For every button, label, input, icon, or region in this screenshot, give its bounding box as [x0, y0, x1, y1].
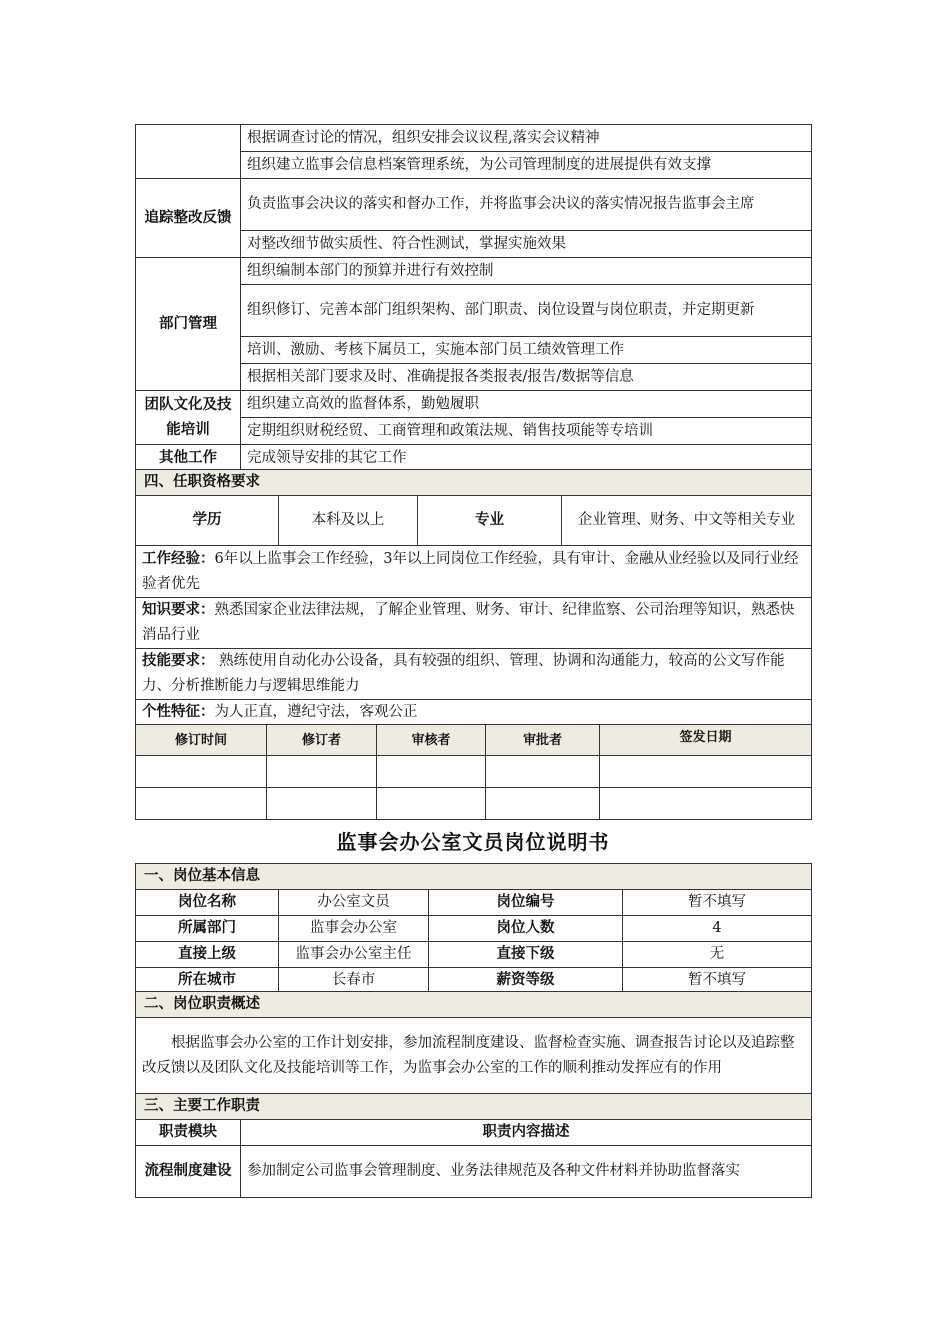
- section-header: 一、岗位基本信息: [136, 864, 812, 890]
- revision-cell: [600, 788, 812, 820]
- info-label: 岗位人数: [429, 916, 623, 942]
- revision-cell: [600, 756, 812, 788]
- knowledge-row: 知识要求：熟悉国家企业法律法规，了解企业管理、财务、审计、纪律监察、公司治理等知识，熟悉快消品行业: [136, 598, 812, 649]
- info-value: 监事会办公室: [279, 916, 429, 942]
- module-dept: 部门管理: [136, 258, 241, 391]
- info-label: 所属部门: [136, 916, 279, 942]
- module-tracking: 追踪整改反馈: [136, 179, 241, 258]
- revision-cell: [136, 756, 267, 788]
- duty-text: 参加制定公司监事会管理制度、业务法律规范及各种文件材料并协助监督落实: [241, 1146, 812, 1198]
- module-other: 其他工作: [136, 445, 241, 472]
- edu-label: 学历: [136, 496, 279, 546]
- revision-header: 修订者: [267, 725, 377, 756]
- revision-cell: [377, 756, 486, 788]
- info-label: 直接下级: [429, 942, 623, 968]
- duties-col-header: 职责内容描述: [241, 1120, 812, 1146]
- upper-duties-table: [135, 124, 811, 472]
- edu-value: 本科及以上: [279, 496, 418, 546]
- section-header: 四、任职资格要求: [136, 470, 812, 496]
- duty-text: 定期组织财税经贸、工商管理和政策法规、销售技项能等专培训: [241, 418, 812, 445]
- info-label: 所在城市: [136, 968, 279, 994]
- info-value: 监事会办公室主任: [279, 942, 429, 968]
- overview-text: 根据监事会办公室的工作计划安排，参加流程制度建设、监督检查实施、调查报告讨论以及追踪整改反馈以及团队文化及技能培训等工作，为监事会办公室的工作的顺利推动发挥应有的作用: [136, 1018, 812, 1094]
- revision-header: 审批者: [486, 725, 600, 756]
- major-value: 企业管理、财务、中文等相关专业: [562, 496, 812, 546]
- revision-header: 修订时间: [136, 725, 267, 756]
- info-value: 暂不填写: [623, 968, 812, 994]
- info-label: 岗位编号: [429, 890, 623, 916]
- revision-header: 审核者: [377, 725, 486, 756]
- duty-text: 完成领导安排的其它工作: [241, 445, 812, 472]
- duty-text: 根据调查讨论的情况，组织安排会议议程,落实会议精神: [241, 125, 812, 152]
- duty-text: 对整改细节做实质性、符合性测试，掌握实施效果: [241, 231, 812, 258]
- section-header: 二、岗位职责概述: [136, 992, 812, 1018]
- info-label: 岗位名称: [136, 890, 279, 916]
- duty-text: 组织编制本部门的预算并进行有效控制: [241, 258, 812, 285]
- basic-info-table: [135, 863, 811, 994]
- info-value: 4: [623, 916, 812, 942]
- duty-text: 组织建立高效的监督体系，勤勉履职: [241, 391, 812, 418]
- major-label: 专业: [418, 496, 562, 546]
- info-label: 薪资等级: [429, 968, 623, 994]
- skill-row: 技能要求： 熟练使用自动化办公设备，具有较强的组织、管理、协调和沟通能力，较高的公文写作能力、分析推断能力与逻辑思维能力: [136, 649, 812, 700]
- overview-table: [135, 991, 811, 1198]
- module-process: 流程制度建设: [136, 1146, 241, 1198]
- info-value: 无: [623, 942, 812, 968]
- duty-text: 根据相关部门要求及时、准确提报各类报表/报告/数据等信息: [241, 364, 812, 391]
- module-team: 团队文化及技能培训: [136, 391, 241, 445]
- duty-text: 组织建立监事会信息档案管理系统，为公司管理制度的进展提供有效支撑: [241, 152, 812, 179]
- duty-text: 组织修订、完善本部门组织架构、部门职责、岗位设置与岗位职责，并定期更新: [241, 285, 812, 337]
- experience-row: 工作经验：6年以上监事会工作经验，3年以上同岗位工作经验，具有审计、金融从业经验以及同行业经验者优先: [136, 546, 812, 598]
- revision-header: 签发日期: [600, 725, 812, 756]
- duty-text: 负责监事会决议的落实和督办工作，并将监事会决议的落实情况报告监事会主席: [241, 179, 812, 231]
- doc-title: 监事会办公室文员岗位说明书: [336, 830, 610, 854]
- revision-cell: [486, 788, 600, 820]
- revision-cell: [267, 756, 377, 788]
- qualification-table: [135, 469, 811, 726]
- revision-cell: [377, 788, 486, 820]
- revision-table: [135, 724, 811, 820]
- empty-module-cell: [136, 125, 241, 179]
- revision-cell: [486, 756, 600, 788]
- revision-cell: [136, 788, 267, 820]
- info-value: 暂不填写: [623, 890, 812, 916]
- section-header: 三、主要工作职责: [136, 1094, 812, 1120]
- duty-text: 培训、激励、考核下属员工，实施本部门员工绩效管理工作: [241, 337, 812, 364]
- duties-col-header: 职责模块: [136, 1120, 241, 1146]
- personality-row: 个性特征：为人正直，遵纪守法，客观公正: [136, 700, 812, 726]
- info-label: 直接上级: [136, 942, 279, 968]
- info-value: 长春市: [279, 968, 429, 994]
- revision-cell: [267, 788, 377, 820]
- info-value: 办公室文员: [279, 890, 429, 916]
